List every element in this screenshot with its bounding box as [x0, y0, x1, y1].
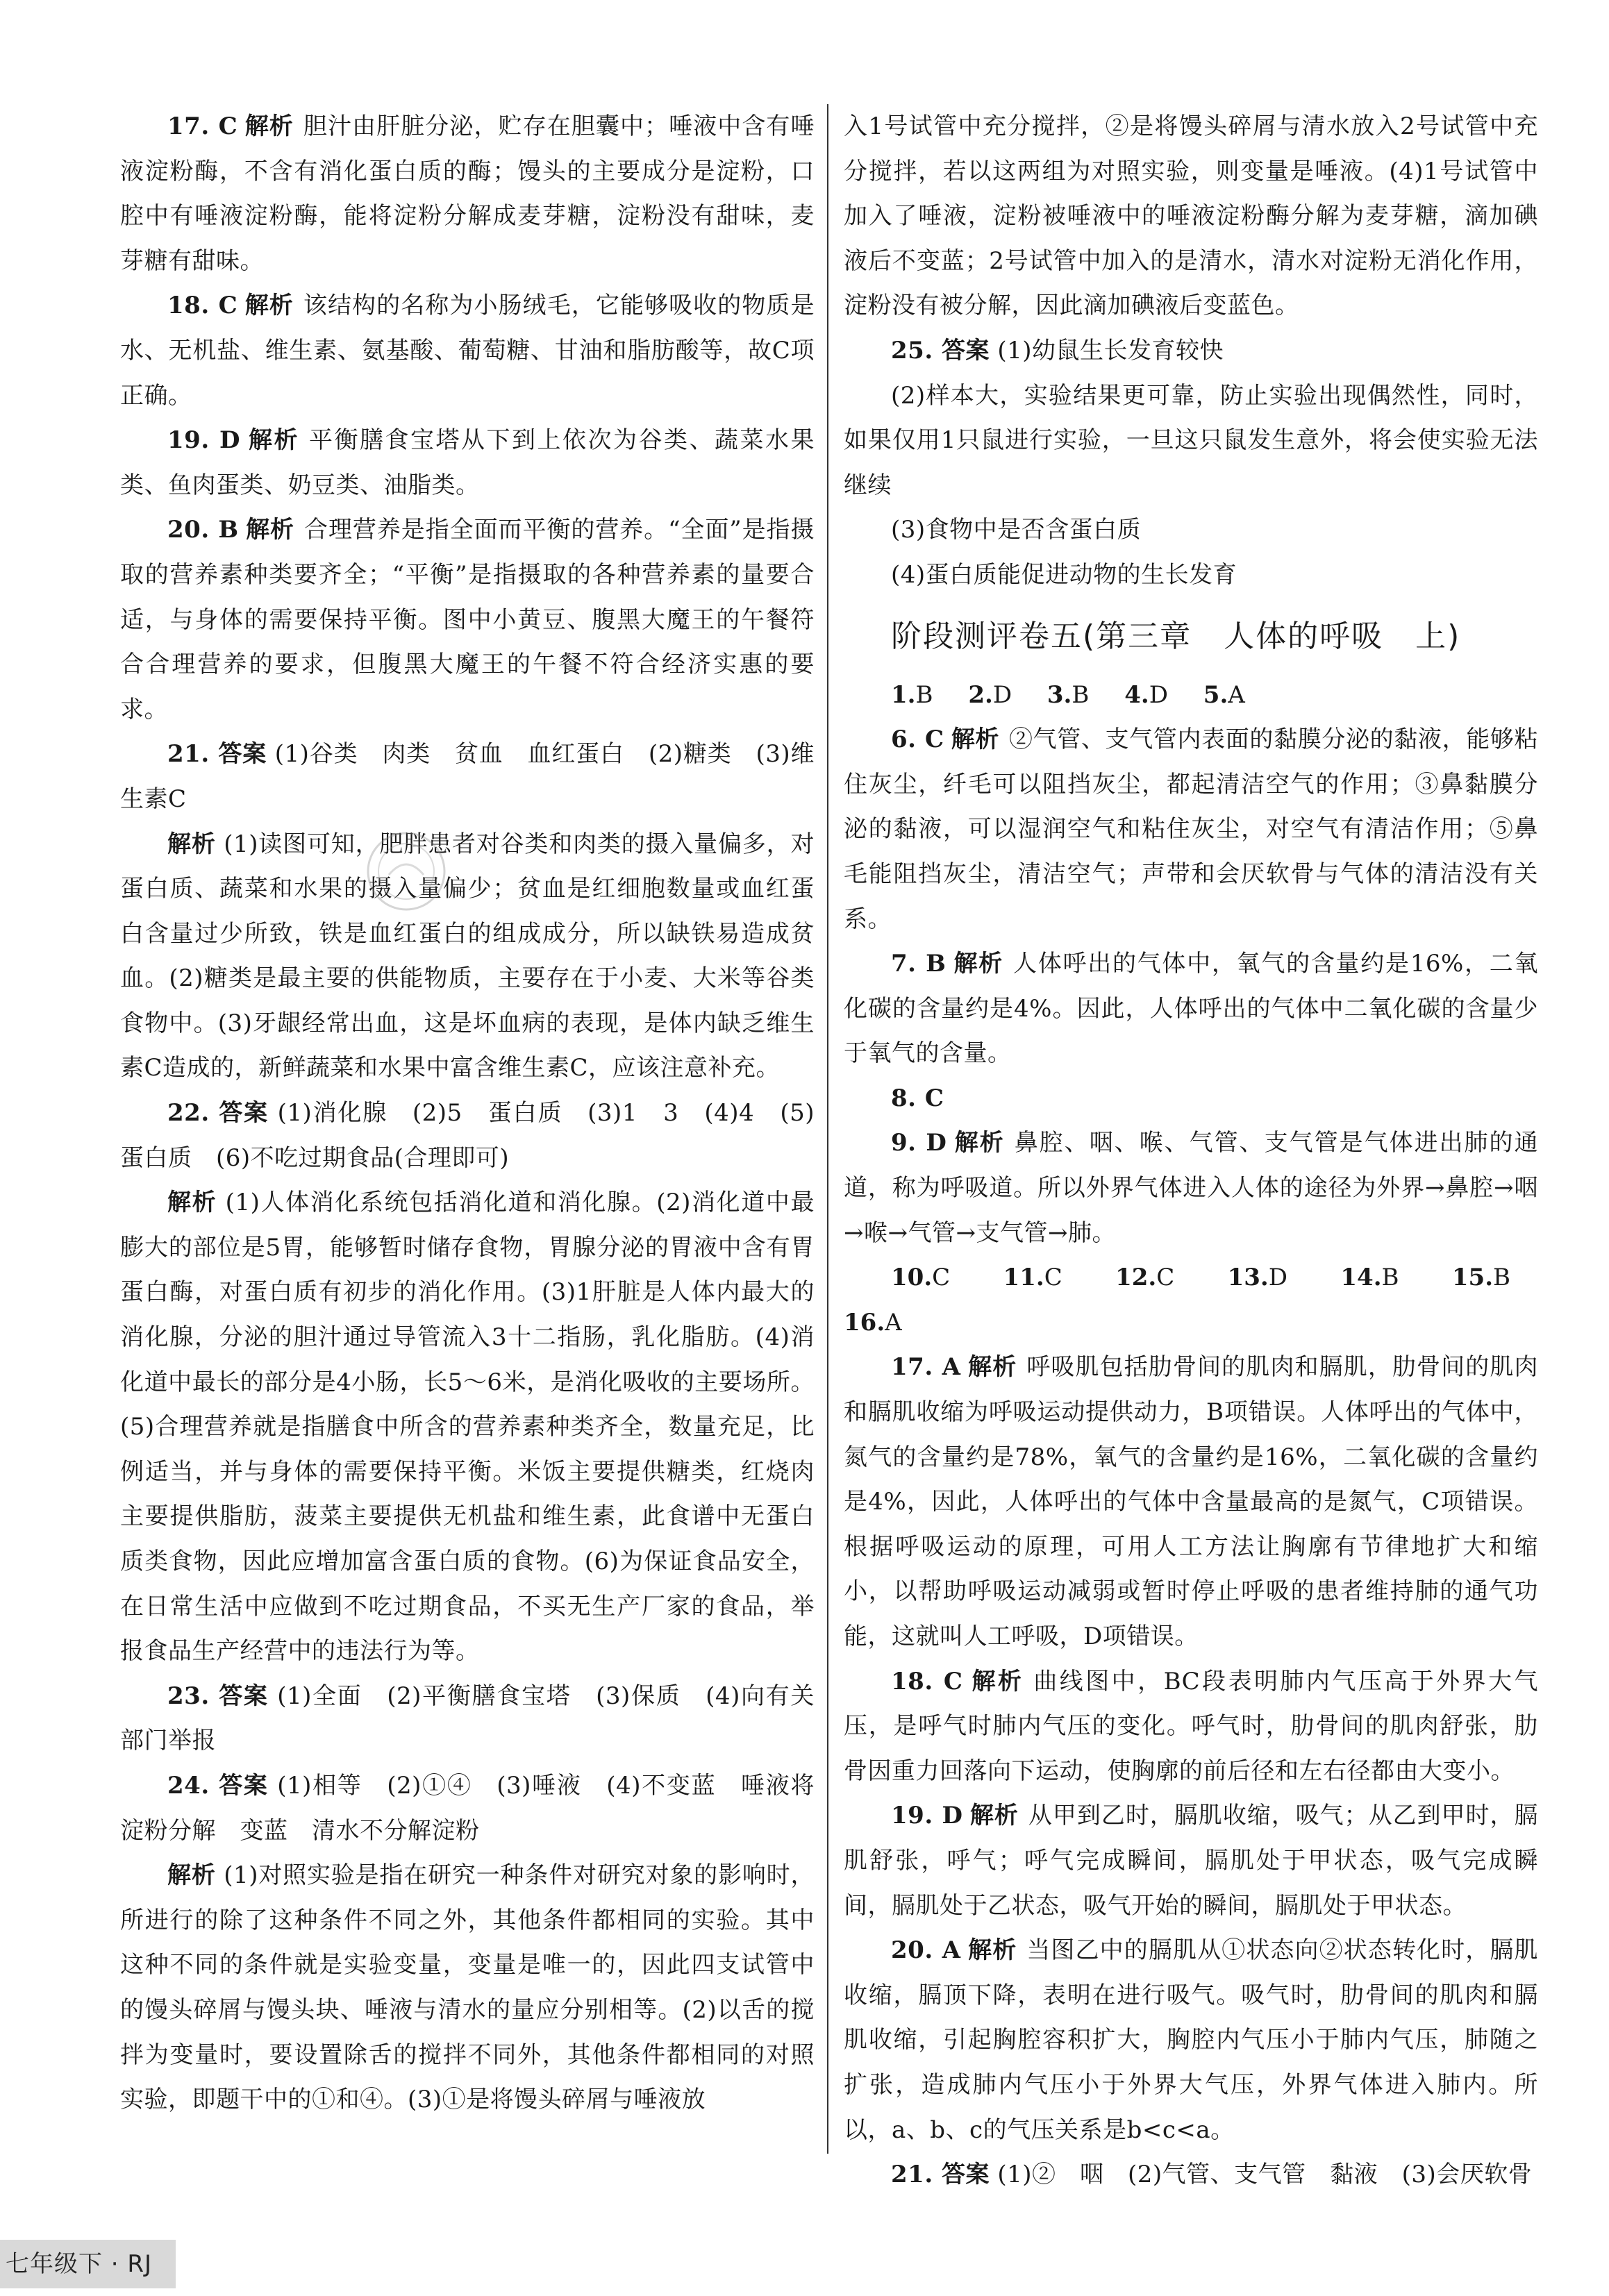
- answer-8: 8. C: [891, 1084, 944, 1112]
- answer-21: 21. 答案 (1)谷类 肉类 贫血 血红蛋白 (2)糖类 (3)维生素C: [120, 740, 815, 813]
- quick-answers-1-5: 1.B 2.D 3.B 4.D 5.A: [891, 680, 1245, 709]
- section-title: 阶段测评卷五(第三章 人体的呼吸 上): [891, 618, 1461, 654]
- answer-25-part4: (4)蛋白质能促进动物的生长发育: [891, 560, 1237, 589]
- answer-9: 9. D 解析 鼻腔、咽、喉、气管、支气管是气体进出肺的通道，称为呼吸道。所以外界气体进入人体的途径为外界→鼻腔→咽→喉→气管→支气管→肺。: [844, 1129, 1539, 1247]
- answer-25: 25. 答案 (1)幼鼠生长发育较快: [891, 336, 1224, 364]
- answer-17: 17. C 解析 胆汁由肝脏分泌，贮存在胆囊中；唾液中含有唾液淀粉酶，不含有消化蛋白质的酶；馒头的主要成分是淀粉，口腔中有唾液淀粉酶，能将淀粉分解成麦芽糖，淀粉没有甜味，麦芽糖有甜味。: [120, 112, 815, 275]
- explanation-21: 解析 (1)读图可知，肥胖患者对谷类和肉类的摄入量偏多，对蛋白质、蔬菜和水果的摄入量偏少；贫血是红细胞数量或血红蛋白含量过少所致，铁是血红蛋白的组成成分，所以缺铁易造成贫血。(2)糖类是最主要的供能物质，主要存在于小麦、大米等谷类食物中。(3)牙龈经常出血，这是坏血病的表现，是体内缺乏维生素C造成的，新鲜蔬菜和水果中富含维生素C，应该注意补充。: [120, 830, 815, 1082]
- quick-answers-10-16: 10.C 11.C 12.C 13.D 14.B 15.B 16.A: [844, 1264, 1511, 1336]
- left-column: [120, 104, 815, 2122]
- answer-24: 24. 答案 (1)相等 (2)①④ (3)唾液 (4)不变蓝 唾液将淀粉分解 变蓝 清水不分解淀粉: [120, 1771, 815, 1845]
- answer-24-continued: 入1号试管中充分搅拌，②是将馒头碎屑与清水放入2号试管中充分搅拌，若以这两组为对照实验，则变量是唾液。(4)1号试管中加入了唾液，淀粉被唾液中的唾液淀粉酶分解为麦芽糖，滴加碘液后不变蓝；2号试管中加入的是清水，清水对淀粉无消化作用，淀粉没有被分解，因此滴加碘液后变蓝色。: [844, 112, 1538, 320]
- answer-19-part2: 19. D 解析 从甲到乙时，膈肌收缩，吸气；从乙到甲时，膈肌舒张，呼气；呼气完成瞬间，膈肌处于甲状态，吸气完成瞬间，膈肌处于乙状态，吸气开始的瞬间，膈肌处于甲状态。: [844, 1802, 1539, 1920]
- explanation-24: 解析 (1)对照实验是指在研究一种条件对研究对象的影响时，所进行的除了这种条件不同之外，其他条件都相同的实验。其中这种不同的条件就是实验变量，变量是唯一的，因此四支试管中的馒头碎屑与馒头块、唾液与清水的量应分别相等。(2)以舌的搅拌为变量时，要设置除舌的搅拌不同外，其他条件都相同的对照实验，即题干中的①和④。(3)①是将馒头碎屑与唾液放: [120, 1861, 815, 2114]
- answer-21-part2: 21. 答案 (1)② 咽 (2)气管、支气管 黏液 (3)会厌软骨: [891, 2161, 1533, 2189]
- answer-25-part3: (3)食物中是否含蛋白质: [891, 516, 1142, 544]
- answer-18-part2: 18. C 解析 曲线图中，BC段表明肺内气压高于外界大气压，是呼气时肺内气压的变化。呼气时，肋骨间的肌肉舒张，肋骨因重力回落向下运动，使胸廓的前后径和左右径都由大变小。: [844, 1667, 1538, 1785]
- answer-20: 20. B 解析 合理营养是指全面而平衡的营养。“全面”是指摄取的营养素种类要齐全；“平衡”是指摄取的各种营养素的量要合适，与身体的需要保持平衡。图中小黄豆、腹黑大魔王的午餐符合合理营养的要求，但腹黑大魔王的午餐不符合经济实惠的要求。: [120, 516, 815, 723]
- answer-23: 23. 答案 (1)全面 (2)平衡膳食宝塔 (3)保质 (4)向有关部门举报: [120, 1682, 815, 1755]
- explanation-22: 解析 (1)人体消化系统包括消化道和消化腺。(2)消化道中最膨大的部位是5胃，能够暂时储存食物，胃腺分泌的胃液中含有胃蛋白酶，对蛋白质有初步的消化作用。(3)1肝脏是人体内最大的消化腺，分泌的胆汁通过导管流入3十二指肠，乳化脂肪。(4)消化道中最长的部分是4小肠，长5～6米，是消化吸收的主要场所。(5)合理营养就是指膳食中所含的营养素种类齐全，数量充足，比例适当，并与身体的需要保持平衡。米饭主要提供糖类，红烧肉主要提供脂肪，菠菜主要提供无机盐和维生素，此食谱中无蛋白质类食物，因此应增加富含蛋白质的食物。(6)为保证食品安全，在日常生活中应做到不吃过期食品，不买无生产厂家的食品，举报食品生产经营中的违法行为等。: [120, 1189, 815, 1666]
- right-column: [844, 104, 1538, 2197]
- column-divider: [827, 104, 828, 2154]
- answer-22: 22. 答案 (1)消化腺 (2)5 蛋白质 (3)1 3 (4)4 (5)蛋白质 (6)不吃过期食品(合理即可): [120, 1099, 815, 1172]
- answer-25-part2: (2)样本大，实验结果更可靠，防止实验出现偶然性，同时，如果仅用1只鼠进行实验，一旦这只鼠发生意外，将会使实验无法继续: [844, 381, 1538, 499]
- answer-17-part2: 17. A 解析 呼吸肌包括肋骨间的肌肉和膈肌，肋骨间的肌肉和膈肌收缩为呼吸运动提供动力，B项错误。人体呼出的气体中，氮气的含量约是78%，氧气的含量约是16%，二氧化碳的含量约是4%，因此，人体呼出的气体中含量最高的是氮气，C项错误。根据呼吸运动的原理，可用人工方法让胸廓有节律地扩大和缩小，以帮助呼吸运动减弱或暂时停止呼吸的患者维持肺的通气功能，这就叫人工呼吸，D项错误。: [844, 1353, 1538, 1650]
- answer-18: 18. C 解析 该结构的名称为小肠绒毛，它能够吸收的物质是水、无机盐、维生素、氨基酸、葡萄糖、甘油和脂肪酸等，故C项正确。: [120, 292, 815, 410]
- page-footer-label: 七年级下 · RJ: [0, 2240, 176, 2288]
- answer-19: 19. D 解析 平衡膳食宝塔从下到上依次为谷类、蔬菜水果类、鱼肉蛋类、奶豆类、油脂类。: [120, 426, 815, 499]
- stamp-watermark-icon: [361, 826, 451, 916]
- answer-7: 7. B 解析 人体呼出的气体中，氧气的含量约是16%，二氧化碳的含量约是4%。因此，人体呼出的气体中二氧化碳的含量少于氧气的含量。: [844, 950, 1538, 1068]
- answer-6: 6. C 解析 ②气管、支气管内表面的黏膜分泌的黏液，能够粘住灰尘，纤毛可以阻挡灰尘，都起清洁空气的作用；③鼻黏膜分泌的黏液，可以湿润空气和粘住灰尘，对空气有清洁作用；⑤鼻毛能阻挡灰尘，清洁空气；声带和会厌软骨与气体的清洁没有关系。: [844, 726, 1539, 933]
- answer-20-part2: 20. A 解析 当图乙中的膈肌从①状态向②状态转化时，膈肌收缩，膈顶下降，表明在进行吸气。吸气时，肋骨间的肌肉和膈肌收缩，引起胸腔容积扩大，胸腔内气压小于肺内气压，肺随之扩张，造成肺内气压小于外界大气压，外界气体进入肺内。所以，a、b、c的气压关系是b<c<a。: [844, 1936, 1538, 2144]
